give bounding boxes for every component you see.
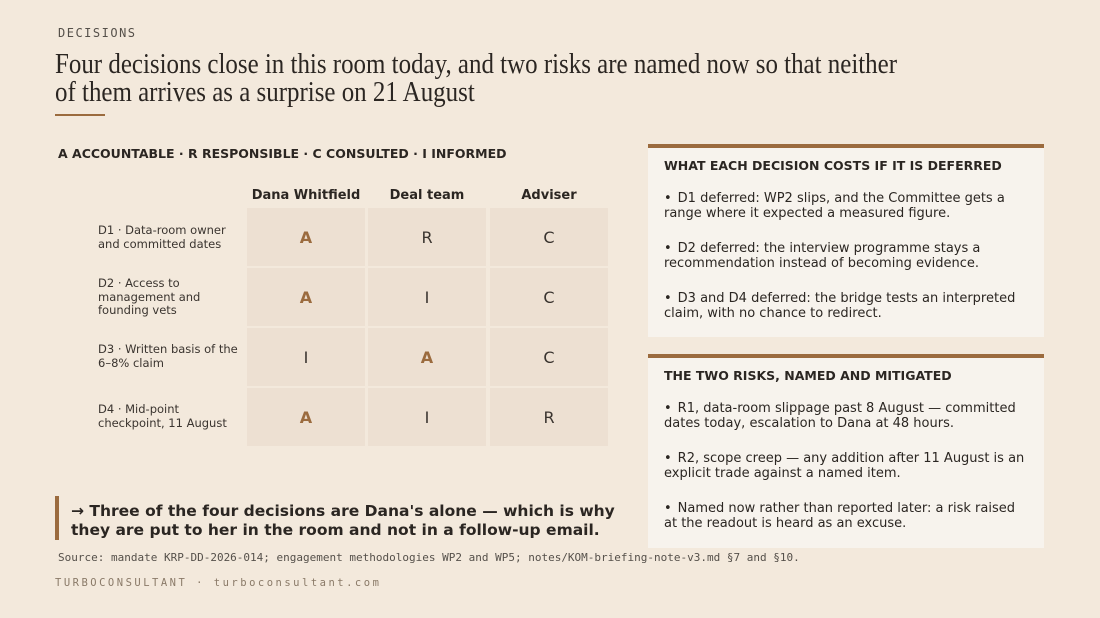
panel-heading: WHAT EACH DECISION COSTS IF IT IS DEFERRED bbox=[664, 158, 1002, 173]
page-title: Four decisions close in this room today, and two risks are named now so that neither of them arrives as a surprise on 21 August bbox=[55, 48, 898, 108]
list-item bbox=[664, 291, 1028, 321]
bullet-icon: • bbox=[664, 501, 672, 516]
list-item-text: R2, scope creep — any addition after 11 August is an explicit trade against a named item. bbox=[664, 451, 1025, 481]
matrix-cell-d2-deal-team: I bbox=[368, 268, 486, 326]
list-item bbox=[664, 451, 1028, 481]
callout-text: Three of the four decisions are Dana's alone — which is why they are put to her in the room and not in a follow-up email. bbox=[71, 502, 615, 539]
callout bbox=[71, 502, 631, 540]
arrow-right-icon: → bbox=[71, 502, 84, 520]
matrix-cell-d4-deal-team: I bbox=[368, 388, 486, 446]
title-rule bbox=[55, 114, 105, 116]
callout-bar bbox=[55, 496, 59, 540]
bullet-icon: • bbox=[664, 451, 672, 466]
bullet-icon: • bbox=[664, 291, 672, 306]
column-header-deal-team: Deal team bbox=[389, 188, 465, 203]
source-note: Source: mandate KRP-DD-2026-014; engagement methodologies WP2 and WP5; notes/KOM-briefing-note-v3.md §7 and §10. bbox=[58, 551, 800, 564]
panel-risks bbox=[648, 354, 1044, 548]
row-label-d1: D1 · Data-room owner and committed dates bbox=[98, 223, 226, 251]
list-item bbox=[664, 501, 1028, 531]
bullet-icon: • bbox=[664, 401, 672, 416]
bullet-icon: • bbox=[664, 191, 672, 206]
row-label-d4: D4 · Mid-point checkpoint, 11 August bbox=[98, 402, 227, 430]
list-item-text: D1 deferred: WP2 slips, and the Committee gets a range where it expected a measured figure. bbox=[664, 191, 1005, 221]
list-item bbox=[664, 241, 1028, 271]
column-header-dana: Dana Whitfield bbox=[251, 188, 361, 203]
matrix-cell-d1-adviser: C bbox=[490, 208, 608, 266]
matrix-cell-d1-dana: A bbox=[247, 208, 365, 266]
list-item-text: Named now rather than reported later: a risk raised at the readout is heard as an excuse. bbox=[664, 501, 1015, 531]
row-label-d2: D2 · Access to management and founding vets bbox=[98, 276, 201, 317]
column-header-adviser: Adviser bbox=[521, 188, 577, 203]
panel-deferral-costs bbox=[648, 144, 1044, 337]
row-label-d3: D3 · Written basis of the 6–8% claim bbox=[98, 342, 238, 370]
matrix-cell-d1-deal-team: R bbox=[368, 208, 486, 266]
matrix-cell-d4-dana: A bbox=[247, 388, 365, 446]
list-item bbox=[664, 401, 1028, 431]
matrix-cell-d4-adviser: R bbox=[490, 388, 608, 446]
list-item-text: D3 and D4 deferred: the bridge tests an interpreted claim, with no chance to redirect. bbox=[664, 291, 1016, 321]
matrix-cell-d2-dana: A bbox=[247, 268, 365, 326]
section-kicker: DECISIONS bbox=[58, 26, 137, 40]
list-item-text: R1, data-room slippage past 8 August — committed dates today, escalation to Dana at 48 hours. bbox=[664, 401, 1016, 431]
matrix-cell-d2-adviser: C bbox=[490, 268, 608, 326]
matrix-cell-d3-adviser: C bbox=[490, 328, 608, 386]
panel-heading: THE TWO RISKS, NAMED AND MITIGATED bbox=[664, 368, 952, 383]
matrix-cell-d3-deal-team: A bbox=[368, 328, 486, 386]
brand-footer: TURBOCONSULTANT · turboconsultant.com bbox=[55, 577, 382, 589]
bullet-icon: • bbox=[664, 241, 672, 256]
list-item bbox=[664, 191, 1028, 221]
raci-legend: A ACCOUNTABLE · R RESPONSIBLE · C CONSULTED · I INFORMED bbox=[58, 146, 507, 161]
list-item-text: D2 deferred: the interview programme stays a recommendation instead of becoming evidence. bbox=[664, 241, 981, 271]
matrix-cell-d3-dana: I bbox=[247, 328, 365, 386]
